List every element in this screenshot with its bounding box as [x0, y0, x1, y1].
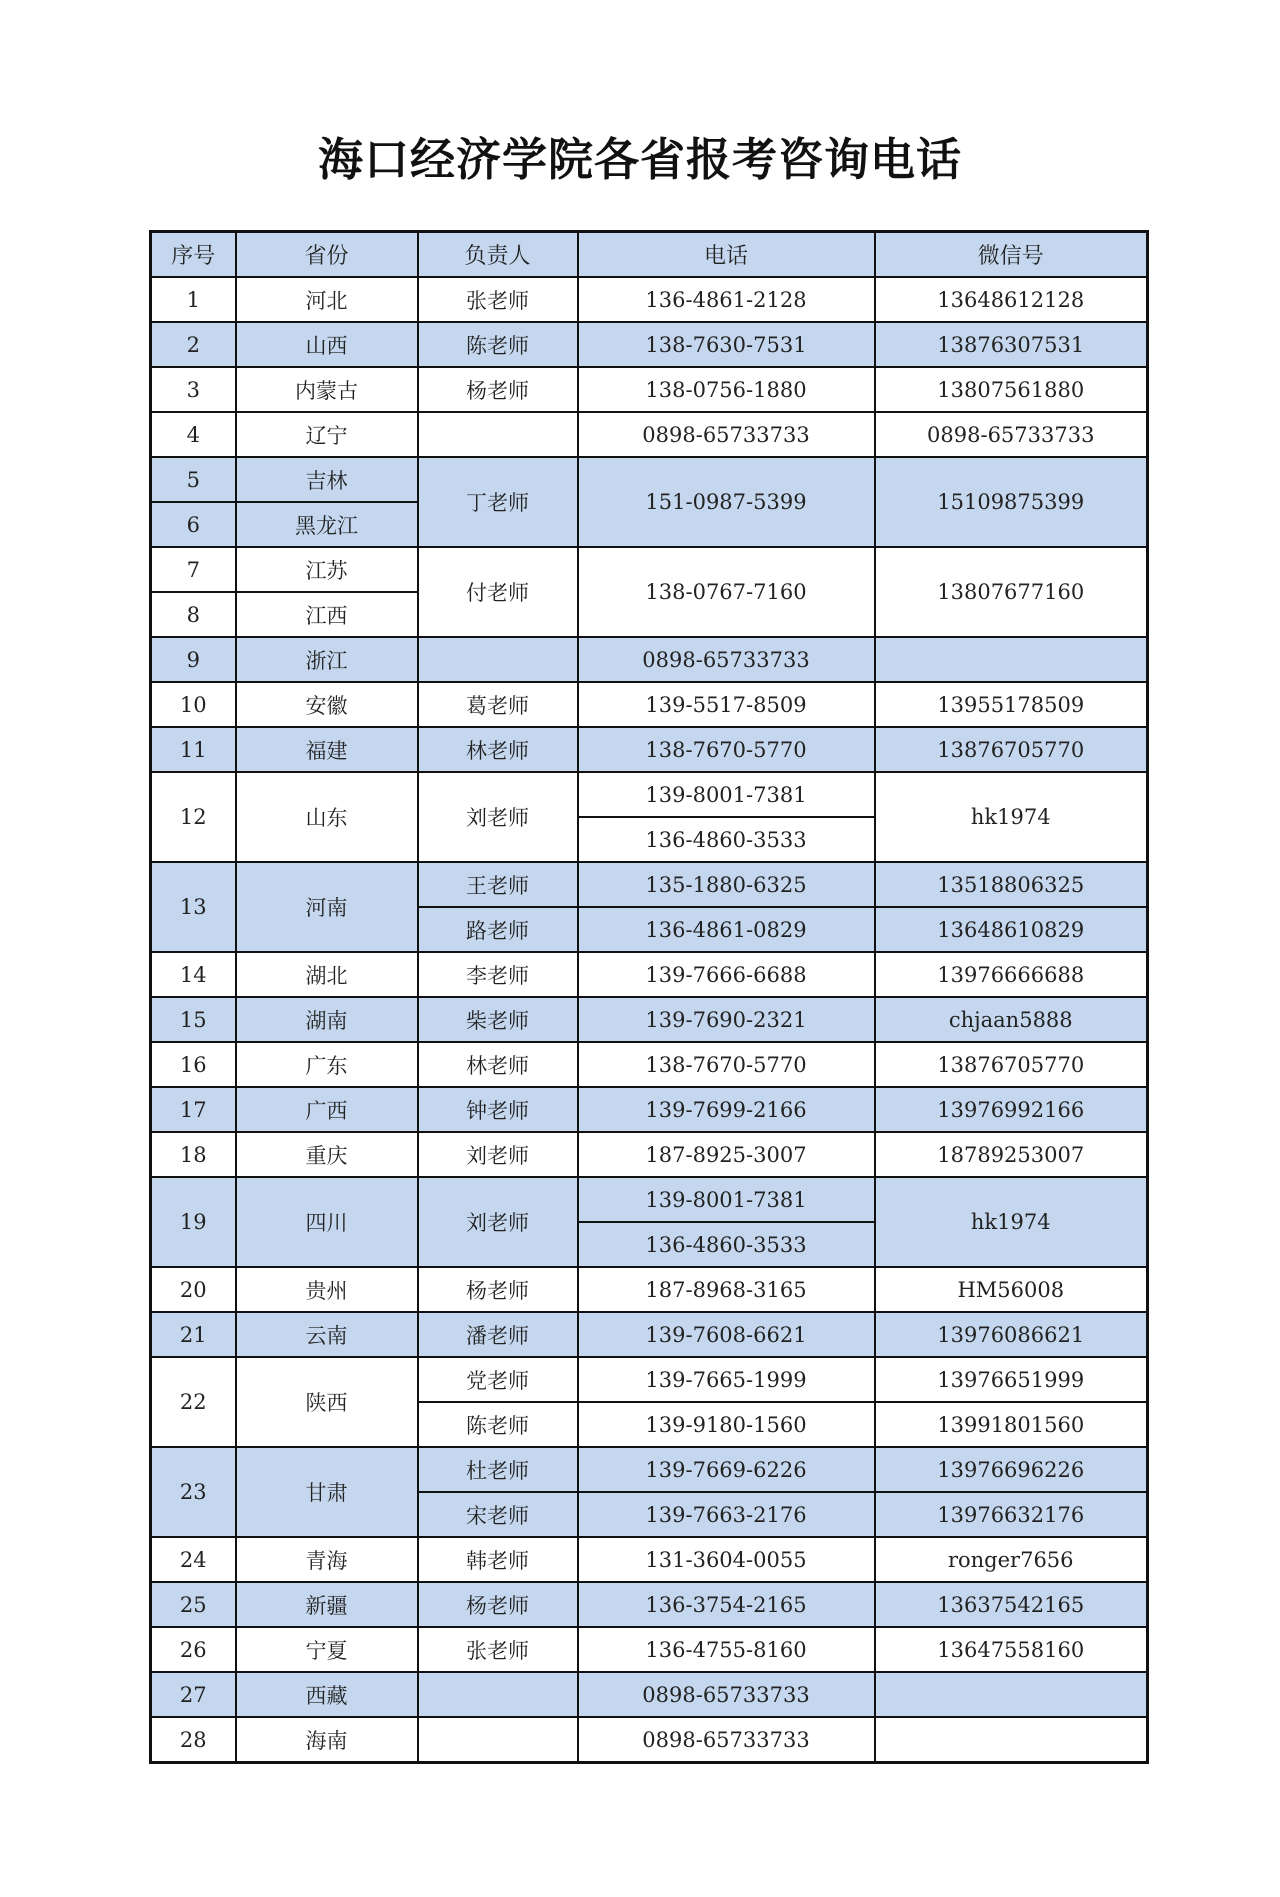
cell-contact-person: 王老师 [418, 862, 578, 907]
cell-wechat: 13637542165 [875, 1582, 1148, 1627]
contact-table-container [149, 230, 1146, 1764]
cell-phone: 136-4755-8160 [578, 1627, 875, 1672]
cell-phone: 138-7670-5770 [578, 727, 875, 772]
cell-phone: 0898-65733733 [578, 412, 875, 457]
cell-phone: 136-3754-2165 [578, 1582, 875, 1627]
cell-phone: 139-7608-6621 [578, 1312, 875, 1357]
cell-index: 24 [151, 1537, 236, 1582]
cell-index: 1 [151, 277, 236, 322]
cell-wechat: 13518806325 [875, 862, 1148, 907]
cell-wechat: 18789253007 [875, 1132, 1148, 1177]
cell-contact-person: 柴老师 [418, 997, 578, 1042]
cell-wechat: ronger7656 [875, 1537, 1148, 1582]
header-phone: 电话 [578, 232, 875, 278]
cell-phone: 139-7699-2166 [578, 1087, 875, 1132]
cell-phone: 0898-65733733 [578, 1717, 875, 1763]
cell-index: 4 [151, 412, 236, 457]
cell-contact-person: 宋老师 [418, 1492, 578, 1537]
cell-contact-person: 陈老师 [418, 322, 578, 367]
cell-province: 黑龙江 [236, 502, 418, 547]
table-row [151, 547, 1148, 592]
cell-province: 西藏 [236, 1672, 418, 1717]
cell-wechat: 13976651999 [875, 1357, 1148, 1402]
cell-wechat: 13976992166 [875, 1087, 1148, 1132]
cell-contact-person: 付老师 [418, 547, 578, 637]
cell-wechat: 13807561880 [875, 367, 1148, 412]
cell-province: 湖北 [236, 952, 418, 997]
cell-phone: 187-8968-3165 [578, 1267, 875, 1312]
table-row [151, 1312, 1148, 1357]
table-row [151, 952, 1148, 997]
cell-contact-person: 杨老师 [418, 1267, 578, 1312]
cell-phone: 139-7665-1999 [578, 1357, 875, 1402]
cell-phone: 139-7690-2321 [578, 997, 875, 1042]
cell-wechat: 13648612128 [875, 277, 1148, 322]
cell-index: 14 [151, 952, 236, 997]
cell-province: 内蒙古 [236, 367, 418, 412]
cell-wechat: hk1974 [875, 772, 1148, 862]
cell-index: 25 [151, 1582, 236, 1627]
cell-phone: 0898-65733733 [578, 637, 875, 682]
cell-contact-person: 张老师 [418, 1627, 578, 1672]
cell-wechat: hk1974 [875, 1177, 1148, 1267]
cell-phone: 136-4861-2128 [578, 277, 875, 322]
cell-wechat: 15109875399 [875, 457, 1148, 547]
cell-wechat: 0898-65733733 [875, 412, 1148, 457]
cell-contact-person: 李老师 [418, 952, 578, 997]
table-row [151, 1447, 1148, 1492]
cell-wechat [875, 637, 1148, 682]
cell-wechat: 13976696226 [875, 1447, 1148, 1492]
cell-province: 青海 [236, 1537, 418, 1582]
cell-index: 16 [151, 1042, 236, 1087]
cell-contact-person: 刘老师 [418, 1177, 578, 1267]
cell-index: 7 [151, 547, 236, 592]
cell-wechat [875, 1672, 1148, 1717]
contact-table [149, 230, 1149, 1764]
cell-contact-person: 潘老师 [418, 1312, 578, 1357]
table-row [151, 997, 1148, 1042]
cell-phone: 151-0987-5399 [578, 457, 875, 547]
cell-wechat: chjaan5888 [875, 997, 1148, 1042]
cell-wechat [875, 1717, 1148, 1763]
cell-phone: 0898-65733733 [578, 1672, 875, 1717]
cell-index: 11 [151, 727, 236, 772]
table-row [151, 457, 1148, 502]
table-row [151, 1627, 1148, 1672]
cell-phone: 136-4860-3533 [578, 1222, 875, 1267]
cell-phone: 136-4861-0829 [578, 907, 875, 952]
header-index: 序号 [151, 232, 236, 278]
cell-province: 陕西 [236, 1357, 418, 1447]
cell-wechat: 13991801560 [875, 1402, 1148, 1447]
cell-index: 22 [151, 1357, 236, 1447]
table-row [151, 1717, 1148, 1763]
cell-province: 贵州 [236, 1267, 418, 1312]
cell-phone: 139-8001-7381 [578, 1177, 875, 1222]
table-header-row [151, 232, 1148, 278]
cell-province: 宁夏 [236, 1627, 418, 1672]
table-row [151, 1267, 1148, 1312]
cell-contact-person: 钟老师 [418, 1087, 578, 1132]
cell-contact-person [418, 1672, 578, 1717]
cell-index: 20 [151, 1267, 236, 1312]
table-row [151, 637, 1148, 682]
cell-index: 26 [151, 1627, 236, 1672]
cell-index: 10 [151, 682, 236, 727]
cell-province: 浙江 [236, 637, 418, 682]
cell-wechat: 13976666688 [875, 952, 1148, 997]
cell-phone: 139-8001-7381 [578, 772, 875, 817]
cell-contact-person: 杨老师 [418, 367, 578, 412]
cell-contact-person: 路老师 [418, 907, 578, 952]
cell-contact-person: 丁老师 [418, 457, 578, 547]
cell-province: 广东 [236, 1042, 418, 1087]
cell-wechat: HM56008 [875, 1267, 1148, 1312]
cell-province: 四川 [236, 1177, 418, 1267]
cell-wechat: 13647558160 [875, 1627, 1148, 1672]
cell-index: 18 [151, 1132, 236, 1177]
header-contact-person: 负责人 [418, 232, 578, 278]
table-row [151, 367, 1148, 412]
table-row [151, 682, 1148, 727]
cell-contact-person: 杜老师 [418, 1447, 578, 1492]
cell-wechat: 13876307531 [875, 322, 1148, 367]
cell-phone: 138-7670-5770 [578, 1042, 875, 1087]
table-row [151, 772, 1148, 817]
cell-index: 9 [151, 637, 236, 682]
cell-phone: 138-0756-1880 [578, 367, 875, 412]
cell-index: 19 [151, 1177, 236, 1267]
cell-index: 5 [151, 457, 236, 502]
cell-phone: 139-9180-1560 [578, 1402, 875, 1447]
cell-province: 河北 [236, 277, 418, 322]
table-row [151, 862, 1148, 907]
cell-province: 湖南 [236, 997, 418, 1042]
table-row [151, 1042, 1148, 1087]
cell-phone: 139-7669-6226 [578, 1447, 875, 1492]
cell-phone: 187-8925-3007 [578, 1132, 875, 1177]
cell-contact-person: 杨老师 [418, 1582, 578, 1627]
cell-province: 重庆 [236, 1132, 418, 1177]
cell-province: 广西 [236, 1087, 418, 1132]
cell-index: 28 [151, 1717, 236, 1763]
cell-phone: 135-1880-6325 [578, 862, 875, 907]
cell-index: 17 [151, 1087, 236, 1132]
cell-contact-person: 林老师 [418, 1042, 578, 1087]
header-wechat: 微信号 [875, 232, 1148, 278]
page-title: 海口经济学院各省报考咨询电话 [317, 133, 962, 186]
cell-province: 辽宁 [236, 412, 418, 457]
cell-contact-person: 刘老师 [418, 772, 578, 862]
cell-province: 江苏 [236, 547, 418, 592]
cell-wechat: 13876705770 [875, 1042, 1148, 1087]
cell-wechat: 13648610829 [875, 907, 1148, 952]
cell-index: 6 [151, 502, 236, 547]
cell-phone: 131-3604-0055 [578, 1537, 875, 1582]
cell-index: 12 [151, 772, 236, 862]
cell-index: 21 [151, 1312, 236, 1357]
cell-phone: 136-4860-3533 [578, 817, 875, 862]
cell-index: 13 [151, 862, 236, 952]
cell-province: 新疆 [236, 1582, 418, 1627]
table-row [151, 1357, 1148, 1402]
cell-wechat: 13807677160 [875, 547, 1148, 637]
cell-wechat: 13955178509 [875, 682, 1148, 727]
cell-phone: 138-0767-7160 [578, 547, 875, 637]
cell-contact-person: 韩老师 [418, 1537, 578, 1582]
cell-wechat: 13876705770 [875, 727, 1148, 772]
cell-contact-person: 林老师 [418, 727, 578, 772]
cell-province: 海南 [236, 1717, 418, 1763]
cell-province: 安徽 [236, 682, 418, 727]
cell-contact-person: 葛老师 [418, 682, 578, 727]
cell-contact-person [418, 412, 578, 457]
cell-phone: 139-7663-2176 [578, 1492, 875, 1537]
cell-province: 山西 [236, 322, 418, 367]
cell-wechat: 13976086621 [875, 1312, 1148, 1357]
cell-contact-person: 党老师 [418, 1357, 578, 1402]
cell-province: 河南 [236, 862, 418, 952]
table-row [151, 1582, 1148, 1627]
table-row [151, 1132, 1148, 1177]
table-row [151, 277, 1148, 322]
table-row [151, 1672, 1148, 1717]
table-row [151, 1087, 1148, 1132]
table-row [151, 412, 1148, 457]
cell-index: 8 [151, 592, 236, 637]
cell-index: 2 [151, 322, 236, 367]
table-row [151, 1177, 1148, 1222]
cell-province: 山东 [236, 772, 418, 862]
cell-province: 甘肃 [236, 1447, 418, 1537]
table-row [151, 727, 1148, 772]
cell-province: 吉林 [236, 457, 418, 502]
cell-phone: 139-7666-6688 [578, 952, 875, 997]
table-row [151, 1537, 1148, 1582]
cell-contact-person: 刘老师 [418, 1132, 578, 1177]
cell-index: 15 [151, 997, 236, 1042]
cell-province: 福建 [236, 727, 418, 772]
cell-phone: 139-5517-8509 [578, 682, 875, 727]
header-province: 省份 [236, 232, 418, 278]
table-body [151, 277, 1148, 1763]
cell-index: 3 [151, 367, 236, 412]
cell-contact-person: 陈老师 [418, 1402, 578, 1447]
cell-province: 云南 [236, 1312, 418, 1357]
table-row [151, 322, 1148, 367]
cell-wechat: 13976632176 [875, 1492, 1148, 1537]
cell-index: 23 [151, 1447, 236, 1537]
cell-contact-person [418, 1717, 578, 1763]
cell-contact-person [418, 637, 578, 682]
cell-index: 27 [151, 1672, 236, 1717]
cell-contact-person: 张老师 [418, 277, 578, 322]
cell-province: 江西 [236, 592, 418, 637]
cell-phone: 138-7630-7531 [578, 322, 875, 367]
